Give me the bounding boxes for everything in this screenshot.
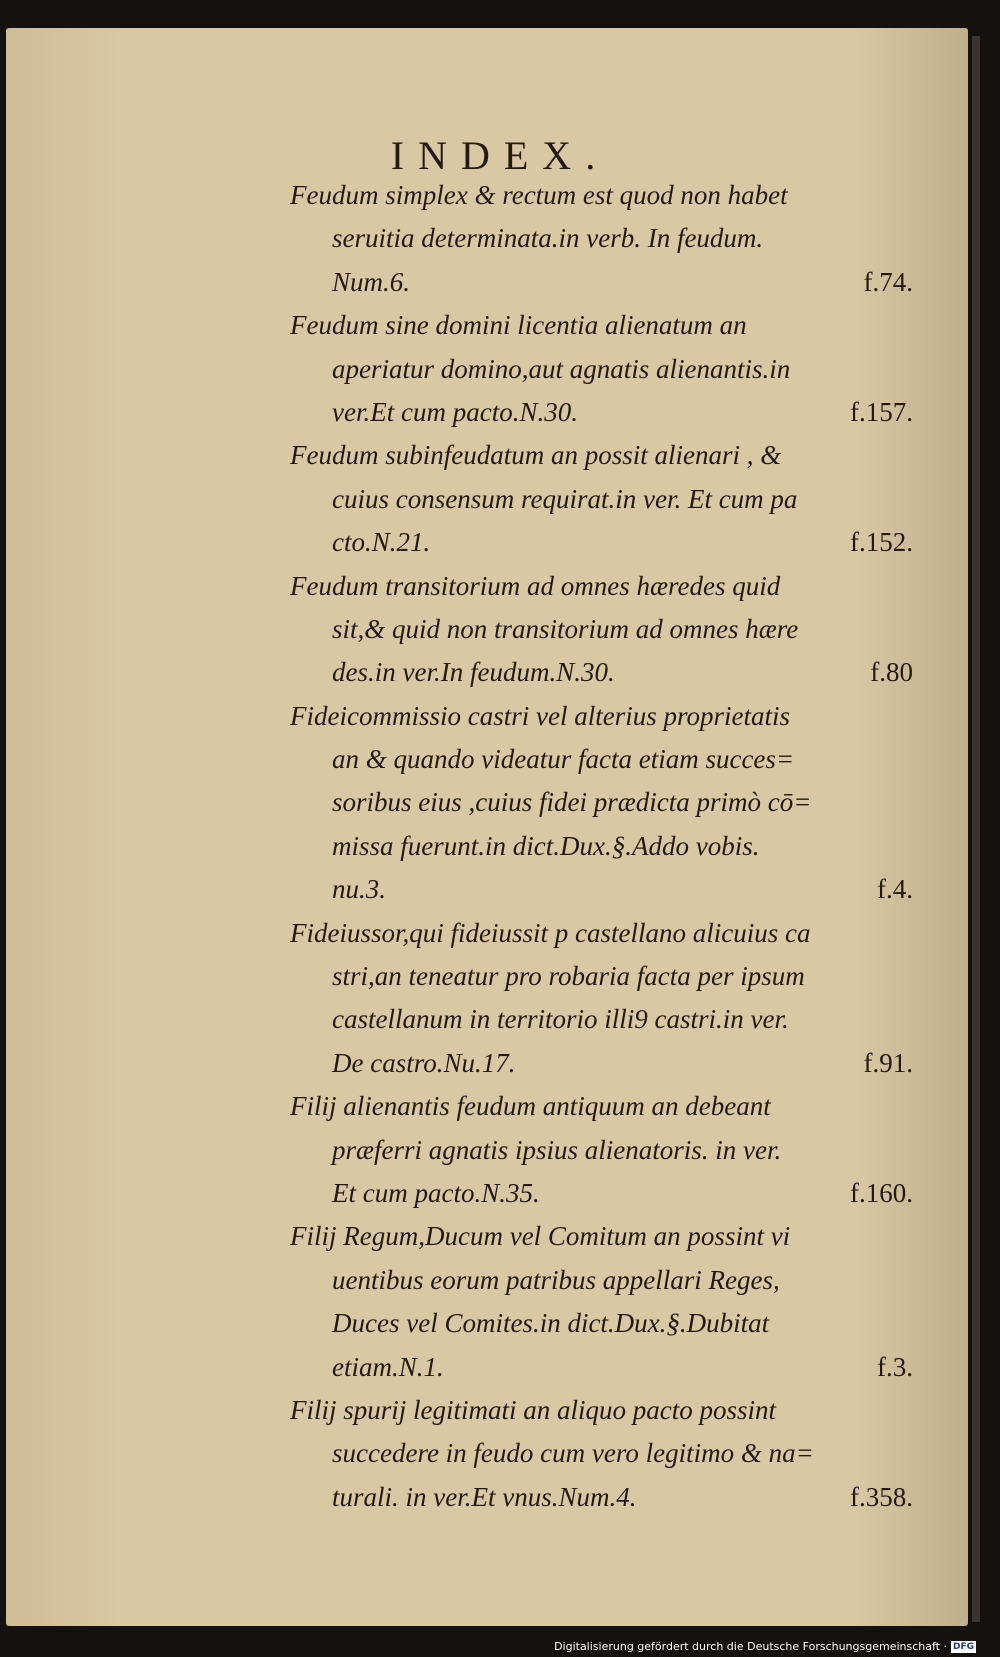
entry-line: Feudum transitorium ad omnes hæredes quid (290, 570, 781, 601)
entry-line: castellanum in territorio illi9 castri.in ver. (332, 1004, 789, 1035)
entry-line: Fideicommissio castri vel alterius proprietatis (290, 700, 790, 731)
entry-last-line (290, 1476, 915, 1519)
entry-line: Filij Regum,Ducum vel Comitum an possint vi (290, 1221, 791, 1252)
entry-last-line (290, 1172, 915, 1215)
folio-reference: f.3. (877, 1351, 913, 1382)
entry-last-line (290, 521, 915, 564)
entry-line: uentibus eorum patribus appellari Reges, (332, 1264, 780, 1295)
entry-last-line (290, 391, 915, 434)
entry-line-text: nu.3. (332, 874, 386, 905)
entry-line-text: cto.N.21. (332, 527, 431, 558)
dfg-logo: DFG (952, 1641, 974, 1652)
entry-line-text: Num.6. (332, 266, 411, 297)
folio-reference: f.160. (850, 1177, 913, 1208)
entry-line: Duces vel Comites.in dict.Dux.§.Dubitat (332, 1308, 770, 1339)
folio-reference: f.152. (850, 527, 913, 558)
index-entry (290, 1389, 915, 1519)
entry-line-text: ver.Et cum pacto.N.30. (332, 396, 578, 427)
index-entries (290, 174, 915, 1519)
index-entry (290, 304, 915, 434)
folio-reference: f.358. (850, 1481, 913, 1512)
entry-line: seruitia determinata.in verb. In feudum. (332, 223, 764, 254)
entry-line: Feudum subinfeudatum an possit alienari , & (290, 440, 782, 471)
entry-line: missa fuerunt.in dict.Dux.§.Addo vobis. (332, 830, 760, 861)
folio-reference: f.91. (863, 1047, 913, 1078)
index-entry (290, 695, 915, 912)
folio-reference: f.4. (877, 874, 913, 905)
index-entry (290, 1085, 915, 1215)
folio-reference: f.157. (850, 396, 913, 427)
entry-last-line (290, 1346, 915, 1389)
entry-line-text: De castro.Nu.17. (332, 1047, 516, 1078)
entry-line: Feudum simplex & rectum est quod non habet (290, 180, 788, 210)
entry-line-text: etiam.N.1. (332, 1351, 444, 1382)
page-edge (972, 36, 980, 1622)
index-entry (290, 434, 915, 564)
digitization-footer (554, 1640, 976, 1653)
entry-line: aperiatur domino,aut agnatis alienantis.in (332, 353, 791, 384)
entry-line: Filij alienantis feudum antiquum an debeant (290, 1091, 771, 1122)
index-entry (290, 912, 915, 1086)
entry-line: stri,an teneatur pro robaria facta per ipsum (332, 961, 805, 992)
entry-line: præferri agnatis ipsius alienatoris. in ver. (332, 1134, 782, 1165)
entry-line-text: Et cum pacto.N.35. (332, 1177, 540, 1208)
entry-last-line (290, 868, 915, 911)
entry-line: Feudum sine domini licentia alienatum an (290, 310, 747, 341)
entry-line: succedere in feudo cum vero legitimo & na= (332, 1438, 814, 1469)
entry-last-line (290, 1042, 915, 1085)
folio-reference: f.74. (863, 266, 913, 297)
folio-reference: f.80 (870, 657, 913, 688)
entry-line: soribus eius ,cuius fidei prædicta primò cō= (332, 787, 812, 818)
entry-line: an & quando videatur facta etiam succes= (332, 744, 795, 775)
entry-last-line (290, 261, 915, 304)
footer-credit: Digitalisierung gefördert durch die Deutsche Forschungsgemeinschaft · (554, 1640, 947, 1653)
entry-line: Fideiussor,qui fideiussit p castellano alicuius ca (290, 917, 811, 948)
entry-last-line (290, 651, 915, 694)
index-entry (290, 565, 915, 695)
entry-line: sit,& quid non transitorium ad omnes hære (332, 613, 799, 644)
page-heading: INDEX. (390, 133, 610, 178)
index-entry (290, 174, 915, 304)
entry-line: Filij spurij legitimati an aliquo pacto possint (290, 1394, 777, 1425)
entry-line-text: des.in ver.In feudum.N.30. (332, 657, 615, 688)
index-entry (290, 1215, 915, 1389)
entry-line: cuius consensum requirat.in ver. Et cum pa (332, 483, 798, 514)
entry-line-text: turali. in ver.Et vnus.Num.4. (332, 1481, 637, 1512)
